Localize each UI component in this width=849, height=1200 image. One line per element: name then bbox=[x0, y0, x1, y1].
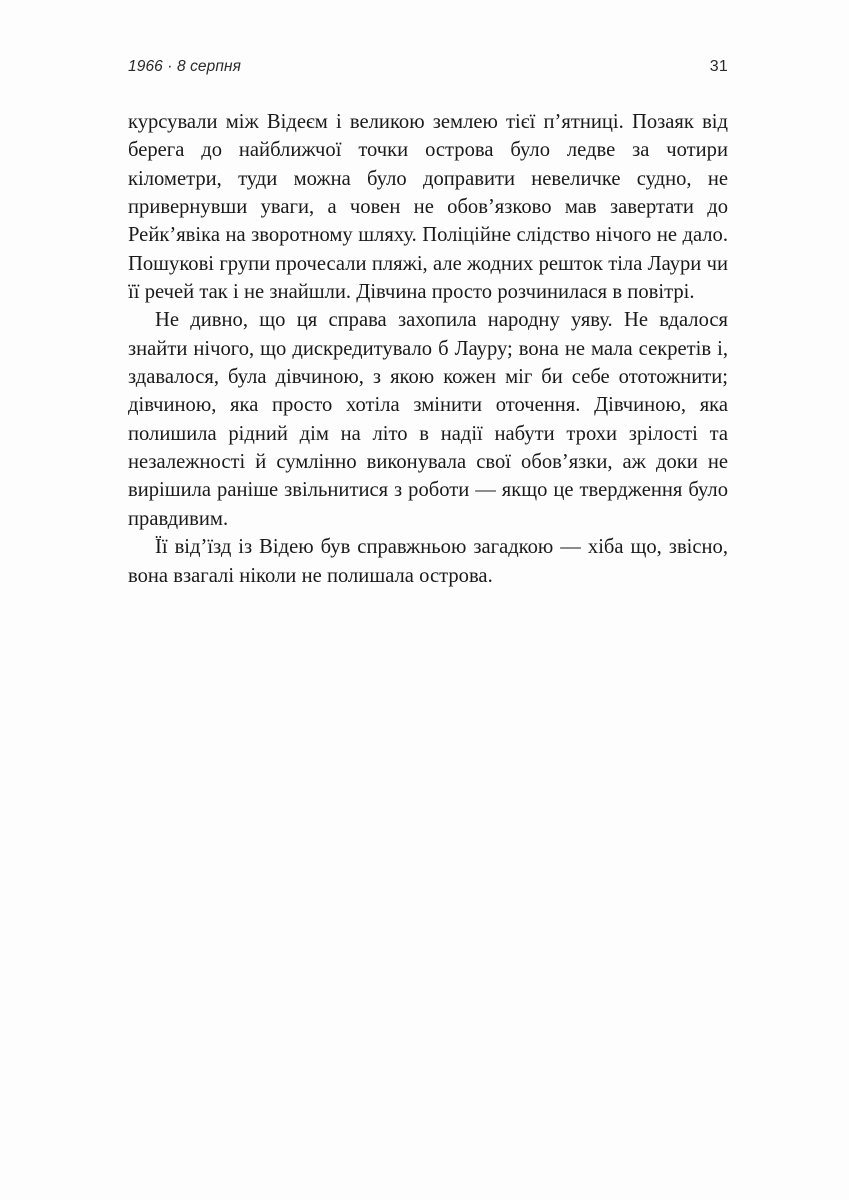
body-paragraph: курсували між Відеєм і великою землею тієї п’ятниці. Позаяк від берега до найближчої точки острова було ледве за чотири кілометри, туди можна було доправити невеличке судно, не привернувши уваги, а човен не обов’язково мав завертати до Рейк’явіка на зворотному шляху. Поліційне слідство нічого не дало. Пошукові групи прочесали пляжі, але жодних решток тіла Лаури чи її речей так і не знайшли. Дівчина просто розчинилася в повітрі. bbox=[128, 111, 728, 304]
page-number: 31 bbox=[709, 58, 728, 75]
text-block bbox=[128, 108, 728, 590]
running-head-title: 1966 · 8 серпня bbox=[128, 58, 242, 75]
running-head bbox=[128, 58, 728, 82]
body-paragraph: Її від’їзд із Відею був справжньою загадкою — хіба що, звісно, вона взагалі ніколи не полишала острова. bbox=[128, 536, 728, 587]
body-paragraph: Не дивно, що ця справа захопила народну уяву. Не вдалося знайти нічого, що дискредитувало б Лауру; вона не мала секретів і, здавалося, була дівчиною, з якою кожен міг би себе ототожнити; дівчиною, яка просто хотіла змінити оточення. Дівчиною, яка полишила рідний дім на літо в надії набути трохи зрілості та незалежності й сумлінно виконувала свої обов’язки, аж доки не вирішила раніше звільнитися з роботи — якщо це твердження було правдивим. bbox=[128, 309, 728, 530]
